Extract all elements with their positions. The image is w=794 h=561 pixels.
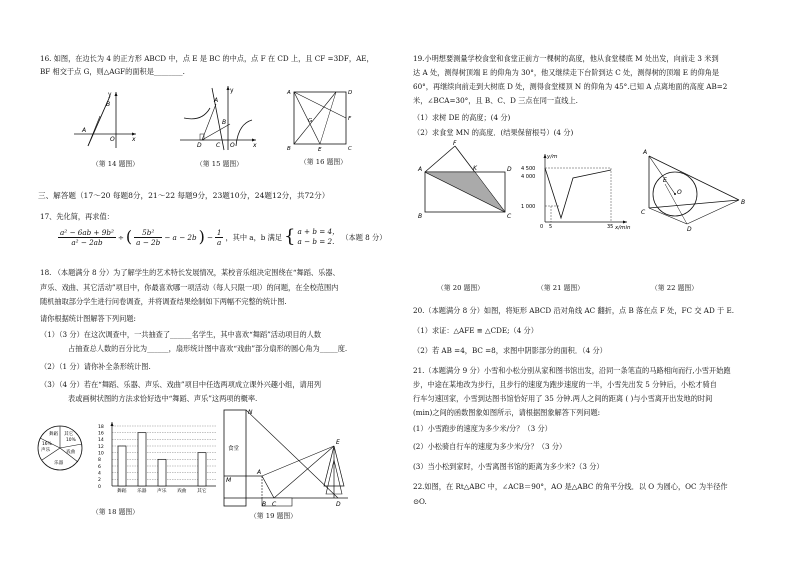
fig22-label-e: E bbox=[663, 177, 667, 184]
q21-s1: (1）小雪跑步的速度为多少米/分？（3 分） bbox=[413, 424, 552, 433]
bar-ytick-16: 16 bbox=[98, 431, 104, 437]
fig22-label-b: B bbox=[741, 199, 746, 206]
fig21-ylabel: y/m bbox=[547, 154, 558, 160]
q18-line4: 请你根据统计图解答下列问题: bbox=[40, 314, 136, 323]
figure-22 bbox=[635, 146, 755, 232]
fig21-ytick-4000: 4 000 bbox=[521, 174, 536, 180]
q17-minus: − bbox=[206, 232, 213, 242]
q18-s3b: 表或画树状图的方法求恰好选中“舞蹈、声乐”这两项的概率. bbox=[68, 394, 258, 403]
q17-paren-close: ) bbox=[198, 227, 205, 247]
fig22-label-a: A bbox=[643, 149, 648, 156]
q17-fraction-1 bbox=[58, 228, 116, 247]
fig21-xtick-0: 0 bbox=[540, 224, 544, 230]
fig14-label-o: O bbox=[110, 136, 115, 143]
q21-line4: (min)之间的函数图象如图所示，请根据图象解答下列问题: bbox=[413, 408, 601, 417]
fig22-label-d: D bbox=[687, 226, 692, 233]
pie-label-vocal: 声乐 bbox=[41, 448, 51, 453]
q21-s2: (2）小松骑自行车的速度为多少米/分？（3 分） bbox=[413, 442, 567, 451]
q17-system-eq2: a − b = 2. bbox=[297, 237, 335, 247]
pie-label-other: 其它 bbox=[64, 432, 74, 437]
q18-line3: 随机抽取部分学生进行问卷调查，并将调查结果绘制如下两幅不完整的统计图. bbox=[40, 297, 287, 306]
q22-line1: 22.如图，在 Rt△ABC 中，∠ACB＝90°，AO 是△ABC 的角平分线．以 O 为圆心，OC 为半径作 bbox=[413, 482, 728, 491]
q19-s2: （2）求食堂 MN 的高度．(结果保留根号）(4 分) bbox=[413, 128, 574, 137]
q19-line1: 19.小明想要测量学校食堂和食堂正前方一棵树的高度，他从食堂楼底 M 处出发，向前走 3 米到 bbox=[413, 54, 719, 63]
fig14-label-y: y bbox=[108, 91, 112, 98]
bar-category-label: 声乐 bbox=[157, 489, 167, 494]
q17-denominator-1: a² − 2ab bbox=[71, 237, 103, 247]
bar-ytick-4: 4 bbox=[98, 471, 101, 477]
q17-system-eq1: a + b = 4， bbox=[297, 227, 340, 237]
fig20-label-d: D bbox=[507, 166, 512, 173]
fig15-label-x: x bbox=[253, 142, 257, 149]
q18-s2: （2）（1 分）请你补全条形统计图. bbox=[40, 362, 151, 371]
q17-system bbox=[297, 227, 339, 247]
q17-minus-terms: − a − 2b bbox=[164, 232, 197, 242]
q17-numerator-3: 1 bbox=[216, 227, 222, 237]
fig19-label-n: N bbox=[248, 409, 253, 416]
fig16-label-d: D bbox=[348, 90, 353, 96]
pie-label-dance: 舞蹈 bbox=[49, 432, 59, 437]
q17-points: （本题 8 分） bbox=[341, 232, 387, 242]
fig15-label-d: D bbox=[197, 142, 202, 149]
fig15-label-b: B bbox=[222, 119, 227, 126]
fig20-label-a: A bbox=[418, 166, 423, 173]
fig15-label-a: A bbox=[214, 97, 219, 104]
fig20-label-f: F bbox=[453, 140, 457, 147]
bar-0 bbox=[118, 446, 126, 486]
bar-category-label: 其它 bbox=[197, 489, 207, 494]
fig14-caption: （第 14 题图） bbox=[92, 160, 139, 168]
fig22-label-c: C bbox=[641, 209, 646, 216]
fig21-ytick-4500: 4 500 bbox=[521, 166, 536, 172]
fig15-label-o: O bbox=[230, 142, 235, 149]
fig19-label-d: D bbox=[336, 501, 341, 508]
q19-line4: 米，∠BCA=30°，且 B、C、D 三点在同一直线上. bbox=[413, 96, 578, 105]
fig21-xlabel: x/min bbox=[615, 225, 631, 231]
fig21-xtick-35: 35 bbox=[607, 224, 614, 230]
q17-denominator-3: a bbox=[217, 237, 222, 247]
q17-condition: ，其中 a，b 满足 bbox=[225, 232, 283, 242]
fig22-caption: （第 22 题图） bbox=[651, 284, 698, 292]
pie-label-opera: 戏曲 bbox=[66, 450, 76, 455]
figure-16 bbox=[284, 86, 356, 152]
figure-21 bbox=[515, 150, 631, 230]
q17-numerator-2: 5b² bbox=[134, 228, 162, 238]
q20-s1: （1）求证：△AFE ≌ △CDE;（4 分） bbox=[413, 326, 538, 335]
pie-label-instrument: 乐器 bbox=[54, 461, 64, 466]
figure-14 bbox=[70, 88, 140, 150]
fig19-label-a: A bbox=[257, 469, 262, 476]
q17-paren-open: ( bbox=[125, 227, 133, 247]
fig15-label-c: C bbox=[216, 142, 221, 149]
fig21-xtick-5: 5 bbox=[549, 224, 553, 230]
q18-line1: 18. （本题满分 8 分）为了解学生的艺术特长发展情况，某校音乐组决定围绕在“舞蹈、乐器、 bbox=[40, 268, 340, 277]
bar-ytick-6: 6 bbox=[98, 464, 101, 470]
q19-line3: 60°，再继续向前走到大树底 D 处，测得食堂楼顶 N 的仰角为 45°.已知 A 点离地面的高度 AB=2 bbox=[413, 82, 728, 91]
q21-line3: 行车匀速回家，小雪到达图书馆恰好用了 35 分钟.两人之间的距离 ( )与小雪离开出发地的时间 bbox=[413, 394, 713, 403]
bar-category-label: 舞蹈 bbox=[117, 489, 127, 494]
fig15-caption: （第 15 题图） bbox=[196, 160, 243, 168]
fig21-caption: （第 21 题图） bbox=[537, 284, 584, 292]
figure-18-bar-chart bbox=[96, 420, 220, 492]
q17-divide: ÷ bbox=[117, 232, 124, 242]
bar-1 bbox=[138, 433, 146, 486]
bar-ytick-14: 14 bbox=[98, 438, 104, 444]
q17-fraction-3 bbox=[215, 228, 224, 247]
bar-4 bbox=[198, 453, 206, 486]
fig16-label-a: A bbox=[287, 90, 291, 96]
fig16-label-b: B bbox=[287, 146, 291, 152]
q21-line1: 21.（本题满分 9 分）小雪和小松分别从家和图书馆出发，沿同一条笔直的马路相向而行,小雪开始跑 bbox=[413, 366, 731, 375]
bar-ytick-18: 18 bbox=[98, 424, 104, 430]
q17-numerator-1: a² − 6ab + 9b² bbox=[60, 227, 114, 237]
section-3-heading: 三、解答题（17～20 每题8分，21～22 每题9分，23题10分，24题12分，共72分） bbox=[38, 191, 330, 200]
fig20-caption: （第 20 题图） bbox=[437, 284, 484, 292]
bar-category-label: 乐器 bbox=[137, 489, 147, 494]
figure-15 bbox=[178, 84, 260, 152]
figure-19 bbox=[222, 406, 352, 510]
fig19-label-c: C bbox=[272, 501, 277, 508]
q16-line2: BF 相交于点 G，则△AGF的面积是________. bbox=[40, 67, 185, 76]
fig16-label-f: F bbox=[348, 116, 352, 122]
q19-line2: 达 A 处，测得树顶端 E 的仰角为 30°，他又继续走下台阶到达 C 处，测得树的顶端 E 的仰角是 bbox=[413, 68, 720, 77]
fig19-caption: （第 19 题图） bbox=[250, 512, 297, 520]
q20-head: 20.（本题满分 8 分）如图，将矩形 ABCD 沿对角线 AC 翻折，点 B 落在点 F 处，FC 交 AD 于 E. bbox=[413, 306, 735, 315]
figure-18-pie bbox=[36, 424, 84, 472]
bar-category-label: 戏曲 bbox=[177, 489, 187, 494]
fig19-label-e: E bbox=[336, 439, 340, 446]
q17-fraction-2 bbox=[134, 228, 162, 247]
q18-s3a: （3）（4 分）若在“舞蹈、乐器、声乐、戏曲”项目中任选两项成立课外兴趣小组，请用列 bbox=[40, 380, 322, 389]
q17-head: 17、先化简，再求值： bbox=[40, 212, 114, 221]
fig15-label-y: y bbox=[230, 87, 234, 94]
fig20-label-k: K bbox=[473, 165, 477, 172]
q17-denominator-2: a − 2b bbox=[136, 237, 161, 247]
bar-2 bbox=[158, 459, 166, 486]
q21-line2: 步，中途在某地改为步行，且步行的速度为跑步速度的一半，小雪先出发 5 分钟后，小松才骑自 bbox=[413, 380, 717, 389]
q16-line1: 16. 如图，在边长为 4 的正方形 ABCD 中，点 E 是 BC 的中点，点 F 在 CD 上，且 CF =3DF，AE， bbox=[40, 54, 374, 63]
right-column bbox=[397, 0, 794, 561]
fig16-label-g: G bbox=[308, 118, 313, 124]
bar-ytick-8: 8 bbox=[98, 458, 101, 464]
q17-expression bbox=[58, 226, 386, 249]
fig16-caption: （第 16 题图） bbox=[300, 158, 347, 166]
q19-s1: （1）求树 DE 的高度；(4 分) bbox=[413, 113, 511, 122]
q20-s2: （2）若 AB =4，BC =8，求图中阴影部分的面积．（4 分） bbox=[413, 346, 607, 355]
fig16-label-c: C bbox=[348, 146, 352, 152]
q22-line2: ⊙O. bbox=[413, 497, 427, 506]
fig14-label-a: A bbox=[82, 127, 87, 134]
fig20-label-c: C bbox=[507, 213, 512, 220]
fig14-label-b: B bbox=[106, 101, 111, 108]
fig19-label-m: M bbox=[226, 477, 232, 484]
fig20-label-b: B bbox=[418, 213, 423, 220]
pie-label-other-pct: 10% bbox=[66, 438, 76, 443]
q18-s1a: （1）（3 分）在这次调查中，一共抽查了______名学生，其中喜欢“舞蹈”活动项目的人数 bbox=[40, 330, 322, 339]
fig19-label-b: B bbox=[262, 501, 267, 508]
q21-s3: (3）当小松到家时，小雪离图书馆的距离为多少米?（3 分） bbox=[413, 462, 604, 471]
fig19-label-canteen: 食堂 bbox=[228, 446, 240, 452]
bar-ytick-12: 12 bbox=[98, 444, 104, 450]
q17-brace: { bbox=[284, 226, 296, 247]
bar-ytick-0: 0 bbox=[98, 484, 101, 490]
bar-ytick-10: 10 bbox=[98, 451, 104, 457]
fig21-ytick-1000: 1 000 bbox=[521, 204, 536, 210]
q18-s1b: 占抽查总人数的百分比为______，扇形统计图中喜欢“戏曲”部分扇形的圆心角为_____度. bbox=[68, 344, 348, 353]
fig14-label-x: x bbox=[132, 136, 136, 143]
figure-20 bbox=[417, 140, 515, 220]
fig22-label-o: O bbox=[677, 189, 682, 196]
pie-label-instrument-pct: 16% bbox=[42, 442, 52, 447]
fig16-label-e: E bbox=[318, 147, 322, 153]
fig18-caption: （第 18 题图） bbox=[92, 508, 139, 516]
bar-ytick-2: 2 bbox=[98, 478, 101, 484]
q18-line2: 声乐、戏曲、其它活动”项目中，你最喜欢哪一项活动（每人只限一项）的问题，在全校范围内 bbox=[40, 283, 339, 292]
